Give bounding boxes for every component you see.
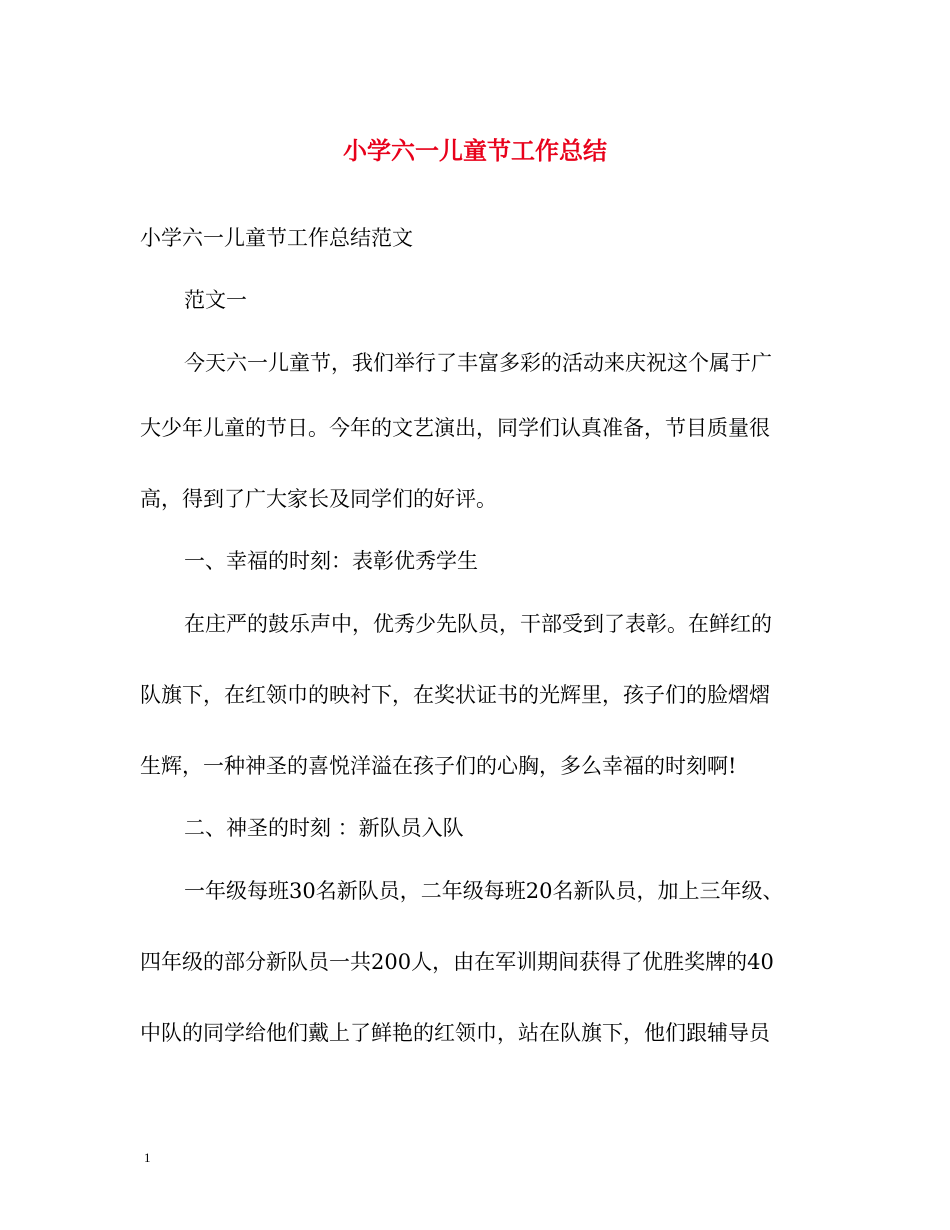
subtitle-line: 小学六一儿童节工作总结范文 bbox=[140, 226, 413, 250]
paragraph-line: 大少年儿童的节日。今年的文艺演出，同学们认真准备，节目质量很 bbox=[140, 416, 770, 440]
paragraph-line: 一年级每班30名新队员，二年级每班20名新队员，加上三年级、 bbox=[184, 879, 784, 903]
page-number: 1 bbox=[144, 1150, 151, 1165]
paragraph-line: 四年级的部分新队员一共200人，由在军训期间获得了优胜奖牌的40 bbox=[140, 950, 774, 974]
paragraph-line: 今天六一儿童节，我们举行了丰富多彩的活动来庆祝这个属于广 bbox=[184, 351, 772, 375]
paragraph-line: 中队的同学给他们戴上了鲜艳的红领巾，站在队旗下，他们跟辅导员 bbox=[140, 1021, 770, 1045]
section-label: 范文一 bbox=[184, 288, 247, 312]
paragraph-line: 高，得到了广大家长及同学们的好评。 bbox=[140, 487, 497, 511]
document-title: 小学六一儿童节工作总结 bbox=[343, 136, 607, 165]
section-heading: 二、神圣的时刻 ：新队员入队 bbox=[184, 816, 464, 840]
paragraph-line: 队旗下，在红领巾的映衬下，在奖状证书的光辉里，孩子们的脸熠熠 bbox=[140, 683, 770, 707]
section-heading: 一、幸福的时刻：表彰优秀学生 bbox=[184, 549, 478, 573]
paragraph-line: 在庄严的鼓乐声中，优秀少先队员，干部受到了表彰。在鲜红的 bbox=[184, 612, 772, 636]
paragraph-line: 生辉，一种神圣的喜悦洋溢在孩子们的心胸，多么幸福的时刻啊! bbox=[140, 754, 737, 778]
